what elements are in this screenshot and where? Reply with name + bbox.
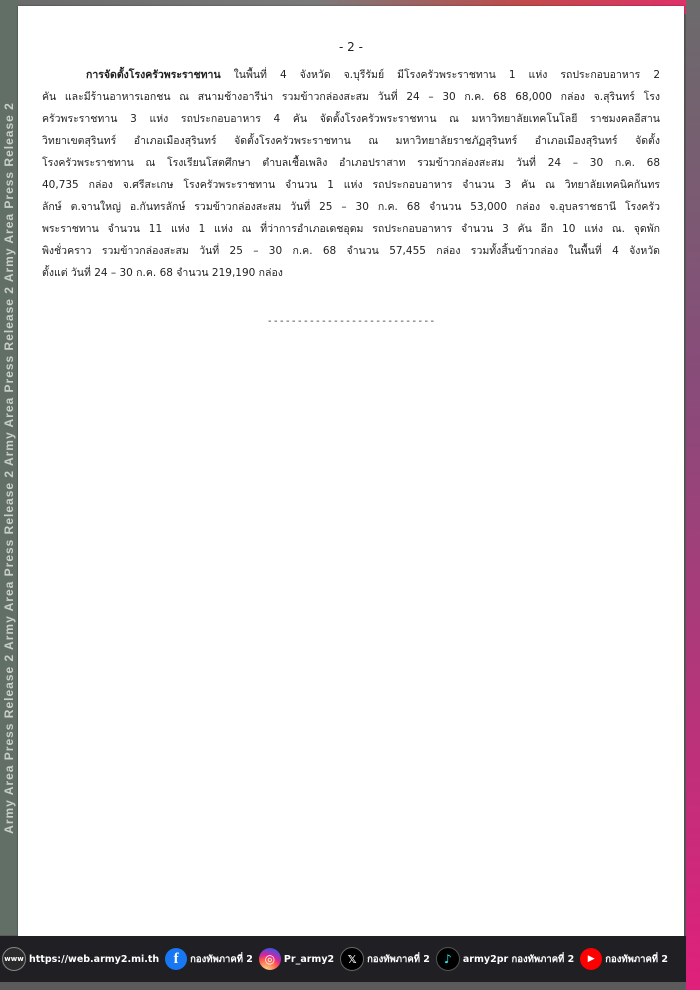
- page-number: - 2 -: [339, 40, 363, 54]
- body-line: พระราชทาน จำนวน 11 แห่ง 1 แห่ง ณ ที่ว่าการอำเภอเดชอุดม รถประกอบอาหาร จำนวน 3 คัน อีก 10 แห่ง ณ. จุดพัก: [42, 223, 660, 235]
- instagram-icon: ◎: [259, 948, 281, 970]
- footer-bar: [0, 936, 686, 982]
- document-body: [42, 64, 660, 284]
- body-line: ครัวพระราชทาน 3 แห่ง รถประกอบอาหาร 4 คัน จัดตั้งโรงครัวพระราชทาน ณ มหาวิทยาลัยเทคโนโลยี ราชมงคลอีสาน: [42, 113, 660, 125]
- globe-icon: www: [2, 947, 26, 971]
- footer-x[interactable]: [340, 947, 430, 971]
- body-line: 40,735 กล่อง จ.ศรีสะเกษ โรงครัวพระราชทาน จำนวน 1 แห่ง รถประกอบอาหาร จำนวน 3 คัน ณ วิทยาลัยเทคนิคกันทร: [42, 179, 660, 191]
- footer-tiktok-label[interactable]: army2pr กองทัพภาคที่ 2: [462, 953, 575, 965]
- document-page: [18, 6, 684, 936]
- footer-tiktok[interactable]: [436, 947, 574, 971]
- youtube-icon: ▶: [580, 948, 602, 970]
- footer-youtube[interactable]: [580, 948, 668, 970]
- body-line: [42, 64, 660, 86]
- body-line: พิงชั่วคราว รวมข้าวกล่องสะสม วันที่ 25 – 30 ก.ค. 68 จำนวน 57,455 กล่อง รวมทั้งสิ้นข้าวกล่อง ในพื้นที่ 4 จังหวัด: [42, 245, 660, 257]
- facebook-icon: f: [165, 948, 187, 970]
- sidebar-watermark: [0, 0, 18, 935]
- footer-x-label[interactable]: กองทัพภาคที่ 2: [367, 953, 430, 965]
- footer-website[interactable]: [2, 947, 159, 971]
- footer-website-label[interactable]: https://web.army2.mi.th: [29, 953, 160, 965]
- x-icon: 𝕏: [340, 947, 364, 971]
- body-line: วิทยาเขตสุรินทร์ อำเภอเมืองสุรินทร์ จัดตั้งโรงครัวพระราชทาน ณ มหาวิทยาลัยราชภัฏสุรินทร์ อำเภอเมืองสุรินทร์ จัดตั้ง: [42, 135, 660, 147]
- body-line-last: ตั้งแต่ วันที่ 24 – 30 ก.ค. 68 จำนวน 219,190 กล่อง: [42, 267, 283, 279]
- right-edge: [686, 0, 700, 990]
- section-heading: การจัดตั้งโรงครัวพระราชทาน: [86, 69, 221, 81]
- footer-instagram-label[interactable]: Pr_army2: [283, 953, 335, 965]
- body-line: โรงครัวพระราชทาน ณ โรงเรียนโสตศึกษา ตำบลเชื้อเพลิง อำเภอปราสาท รวมข้าวกล่องสะสม วันที่ 24 – 30 ก.ค. 68: [42, 157, 660, 169]
- tiktok-icon: ♪: [436, 947, 460, 971]
- footer-youtube-label[interactable]: กองทัพภาคที่ 2: [605, 953, 668, 965]
- first-line-text: ในพื้นที่ 4 จังหวัด จ.บุรีรัมย์ มีโรงครัวพระราชทาน 1 แห่ง รถประกอบอาหาร 2: [233, 69, 660, 81]
- footer-instagram[interactable]: [259, 948, 334, 970]
- body-line: คัน และมีร้านอาหารเอกชน ณ สนามช้างอารีน่า รวมข้าวกล่องสะสม วันที่ 24 – 30 ก.ค. 68 68,000 กล่อง จ.สุรินทร์ โรง: [42, 91, 660, 103]
- sidebar-watermark-text: Army Area Press Release 2 Army Area Press Release 2 Army Area Press Release 2 Army Area Press Release 2: [2, 101, 16, 834]
- footer-facebook-label[interactable]: กองทัพภาคที่ 2: [190, 953, 253, 965]
- end-divider: ----------------------------: [266, 316, 436, 327]
- footer-facebook[interactable]: [165, 948, 253, 970]
- body-line: ลักษ์ ต.จานใหญ่ อ.กันทรลักษ์ รวมข้าวกล่องสะสม วันที่ 25 – 30 ก.ค. 68 จำนวน 53,000 กล่อง จ.อุบลราชธานี โรงครัว: [42, 201, 660, 213]
